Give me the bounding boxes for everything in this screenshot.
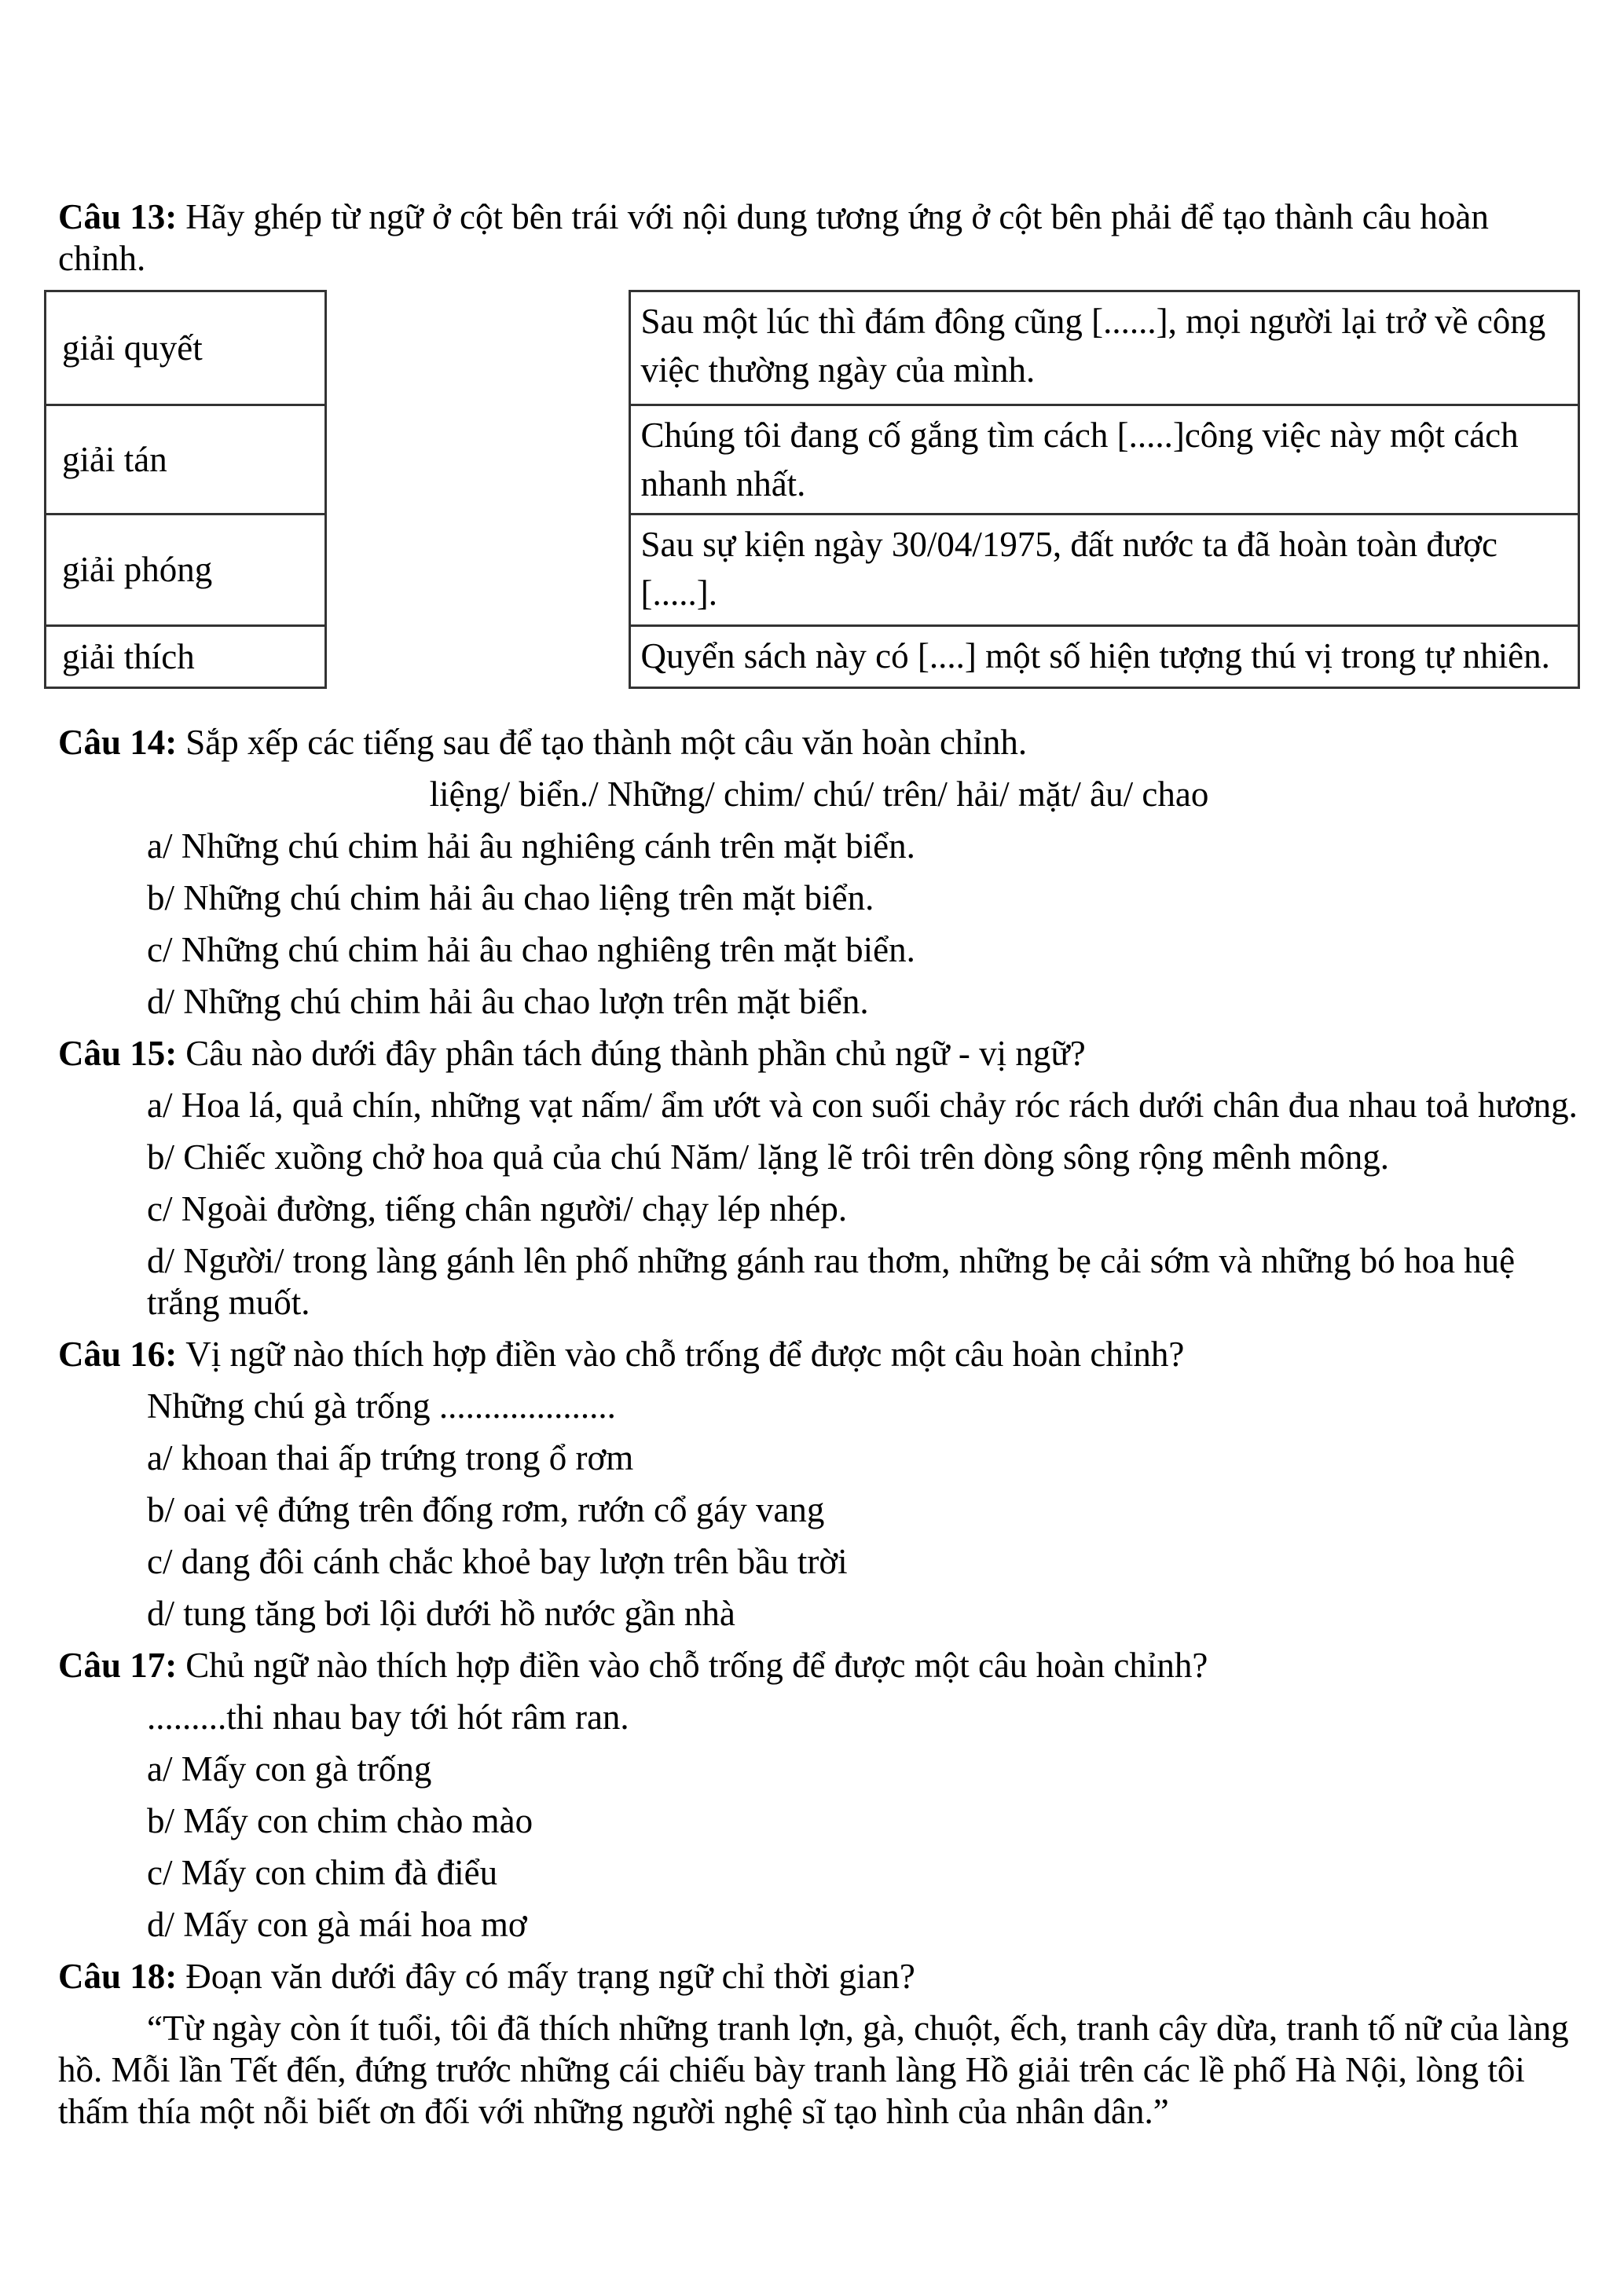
match-left-cell: giải tán bbox=[46, 405, 326, 514]
q17-option-b: b/ Mấy con chim chào mào bbox=[147, 1801, 533, 1840]
q17-prompt: Chủ ngữ nào thích hợp điền vào chỗ trống để được một câu hoàn chỉnh? bbox=[185, 1646, 1208, 1685]
q16-option-c: c/ dang đôi cánh chắc khoẻ bay lượn trên bầu trời bbox=[147, 1542, 848, 1581]
q15-option-b: b/ Chiếc xuồng chở hoa quả của chú Năm/ lặng lẽ trôi trên dòng sông rộng mênh mông. bbox=[147, 1137, 1389, 1177]
q18-passage: “Từ ngày còn ít tuổi, tôi đã thích những tranh lợn, gà, chuột, ếch, tranh cây dừa, tranh tố nữ của làng hồ. Mỗi lần Tết đến, đứng trước những cái chiếu bày tranh làng Hồ giải trên các lề phố Hà Nội, lòng tôi thấm thía một nỗi biết ơn đối với những người nghệ sĩ tạo hình của nhân dân.” bbox=[58, 2009, 1569, 2131]
q15-prompt: Câu nào dưới đây phân tách đúng thành phần chủ ngữ - vị ngữ? bbox=[185, 1034, 1086, 1073]
q14-heading bbox=[58, 722, 1580, 764]
q13-heading bbox=[58, 196, 1580, 280]
q14-label: Câu 14: bbox=[58, 723, 178, 762]
q16-option-b: b/ oai vệ đứng trên đống rơm, rướn cổ gáy vang bbox=[147, 1490, 825, 1529]
q15-heading bbox=[58, 1033, 1580, 1075]
q14-option-a: a/ Những chú chim hải âu nghiêng cánh trên mặt biển. bbox=[147, 826, 915, 866]
q15-option-a: a/ Hoa lá, quả chín, những vạt nấm/ ẩm ướt và con suối chảy róc rách dưới chân đua nhau toả hương. bbox=[147, 1086, 1578, 1125]
q13-right-column bbox=[629, 290, 1580, 689]
q17-option-c: c/ Mấy con chim đà điểu bbox=[147, 1853, 498, 1892]
match-right-cell: Quyển sách này có [....] một số hiện tượng thú vị trong tự nhiên. bbox=[630, 626, 1579, 688]
q17-option-a: a/ Mấy con gà trống bbox=[147, 1749, 432, 1789]
q14-option-d: d/ Những chú chim hải âu chao lượn trên mặt biển. bbox=[147, 982, 869, 1021]
match-right-cell: Sau sự kiện ngày 30/04/1975, đất nước ta đã hoàn toàn được [.....]. bbox=[630, 514, 1579, 626]
q14-option-b: b/ Những chú chim hải âu chao liệng trên mặt biển. bbox=[147, 878, 874, 917]
q14-prompt: Sắp xếp các tiếng sau để tạo thành một câu văn hoàn chỉnh. bbox=[185, 723, 1028, 762]
q16-option-a: a/ khoan thai ấp trứng trong ổ rơm bbox=[147, 1438, 634, 1478]
q17-stem: .........thi nhau bay tới hót râm ran. bbox=[147, 1697, 629, 1737]
q13-prompt: Hãy ghép từ ngữ ở cột bên trái với nội dung tương ứng ở cột bên phải để tạo thành câu hoàn chỉnh. bbox=[58, 197, 1489, 278]
match-left-cell: giải thích bbox=[46, 626, 326, 688]
q15-option-d: d/ Người/ trong làng gánh lên phố những gánh rau thơm, những bẹ cải sớm và những bó hoa huệ trắng muốt. bbox=[147, 1241, 1516, 1322]
match-right-cell: Chúng tôi đang cố gắng tìm cách [.....]công việc này một cách nhanh nhất. bbox=[630, 405, 1579, 514]
q16-option-d: d/ tung tăng bơi lội dưới hồ nước gần nhà bbox=[147, 1594, 735, 1633]
match-left-cell: giải quyết bbox=[46, 291, 326, 405]
q13-label: Câu 13: bbox=[58, 197, 178, 236]
q16-prompt: Vị ngữ nào thích hợp điền vào chỗ trống để được một câu hoàn chỉnh? bbox=[185, 1335, 1185, 1374]
q15-label: Câu 15: bbox=[58, 1034, 178, 1073]
q14-scrambled-words: liệng/ biển./ Những/ chim/ chú/ trên/ hải/ mặt/ âu/ chao bbox=[429, 774, 1209, 814]
q17-heading bbox=[58, 1645, 1580, 1686]
q14-option-c: c/ Những chú chim hải âu chao nghiêng trên mặt biển. bbox=[147, 930, 915, 969]
match-right-cell: Sau một lúc thì đám đông cũng [......], mọi người lại trở về công việc thường ngày của mình. bbox=[630, 291, 1579, 405]
q16-label: Câu 16: bbox=[58, 1335, 178, 1374]
q17-option-d: d/ Mấy con gà mái hoa mơ bbox=[147, 1905, 527, 1944]
q13-match-table bbox=[44, 290, 1580, 689]
q18-heading bbox=[58, 1956, 1580, 1998]
q15-option-c: c/ Ngoài đường, tiếng chân người/ chạy lép nhép. bbox=[147, 1189, 848, 1229]
match-left-cell: giải phóng bbox=[46, 514, 326, 626]
q16-heading bbox=[58, 1334, 1580, 1375]
q13-left-column bbox=[44, 290, 327, 689]
q18-label: Câu 18: bbox=[58, 1957, 178, 1996]
q17-label: Câu 17: bbox=[58, 1646, 178, 1685]
q16-stem: Những chú gà trống .................... bbox=[147, 1386, 616, 1426]
q18-prompt: Đoạn văn dưới đây có mấy trạng ngữ chỉ thời gian? bbox=[185, 1957, 915, 1996]
